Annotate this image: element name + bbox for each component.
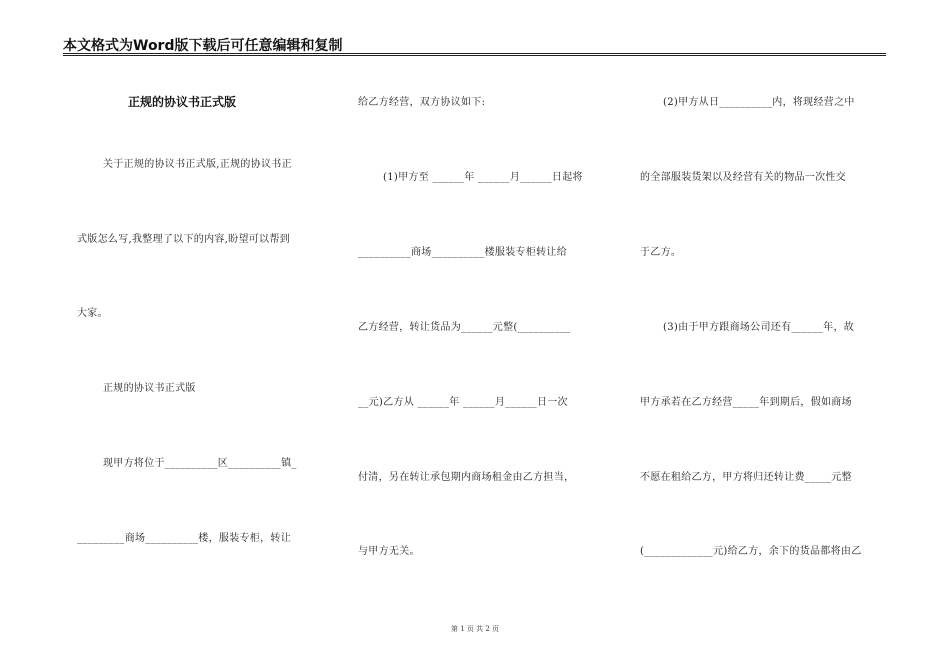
col1-line-1: 关于正规的协议书正式版,正规的协议书正 <box>103 159 292 170</box>
col2-line-5: __元)乙方从 ______年 ______月______日一次 <box>358 397 568 408</box>
col3-line-1: (2)甲方从日__________内，将现经营之中 <box>663 97 855 108</box>
col2-line-2: (1)甲方至 ______年 ______月______日起将 <box>383 172 583 183</box>
col2-line-7: 与甲方无关。 <box>358 546 420 557</box>
document-header: 本文格式为Word版下载后可任意编辑和复制 <box>63 38 343 54</box>
col3-line-5: 甲方承若在乙方经营_____年到期后，假如商场 <box>640 397 852 408</box>
header-rule <box>63 53 886 54</box>
col3-line-2: 的全部服装货架以及经营有关的物品一次性交 <box>640 172 846 183</box>
col2-line-1: 给乙方经营，双方协议如下: <box>358 97 486 108</box>
col2-line-6: 付清，另在转让承包期内商场租金由乙方担当， <box>358 472 575 483</box>
col1-line-5: 现甲方将位于__________区__________镇_ <box>103 458 297 469</box>
col1-line-3: 大家。 <box>77 308 108 319</box>
col1-line-6: _________商场__________楼，服装专柜，转让 <box>77 533 291 544</box>
header-rule-double <box>63 55 886 56</box>
document-title: 正规的协议书正式版 <box>128 95 237 109</box>
col3-line-7: (_____________元)给乙方，余下的货品都将由乙 <box>640 546 862 557</box>
col3-line-3: 于乙方。 <box>640 247 682 258</box>
col1-line-4: 正规的协议书正式版 <box>103 383 196 394</box>
col1-line-2: 式版怎么写,我整理了以下的内容,盼望可以帮到 <box>77 234 290 245</box>
col3-line-6: 不愿在租给乙方，甲方将归还转让费_____元整 <box>640 472 852 483</box>
page-number: 第 1 页 共 2 页 <box>450 625 500 633</box>
col3-line-4: (3)由于甲方跟商场公司还有______年，故 <box>663 322 855 333</box>
col2-line-3: __________商场__________楼服装专柜转让给 <box>358 247 567 258</box>
col2-line-4: 乙方经营，转让货品为______元整(__________ <box>358 322 571 333</box>
